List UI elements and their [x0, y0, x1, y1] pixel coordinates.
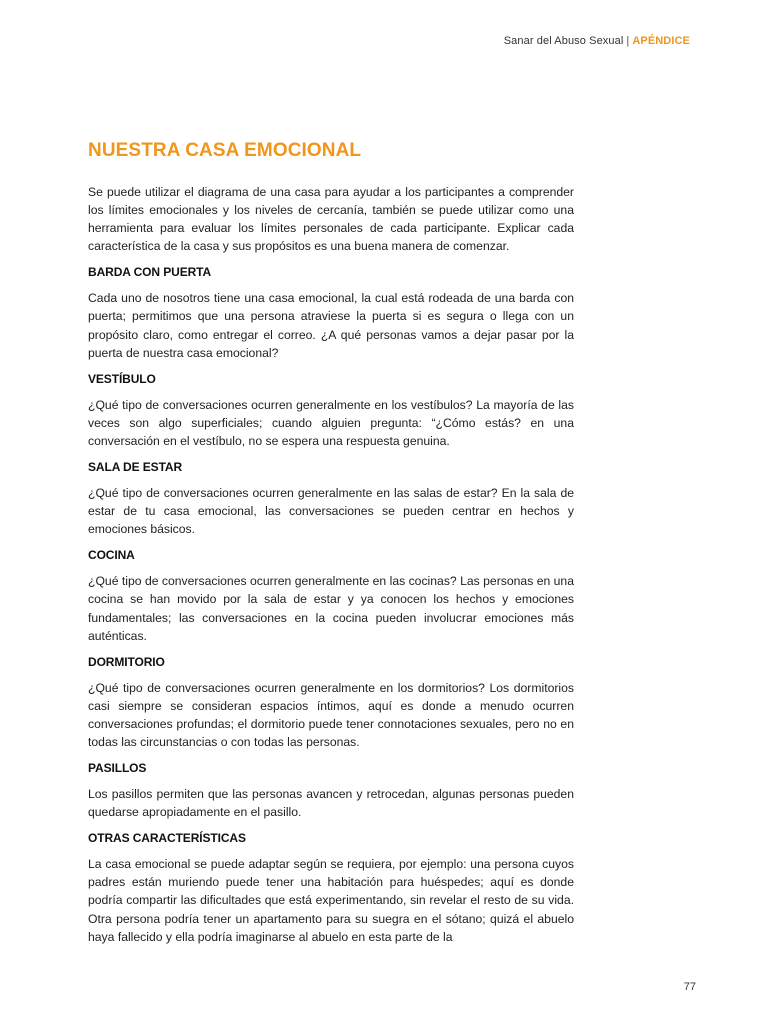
section-heading-vestibulo: VESTÍBULO	[88, 371, 156, 386]
section-body-barda: Cada uno de nosotros tiene una casa emocional, la cual está rodeada de una barda con puerta; permitimos que una persona atraviese la puerta si es segura o llega con un propósito claro, como entregar el correo. ¿A qué personas vamos a dejar pasar por la puerta de nuestra casa emocional?	[88, 291, 574, 360]
header-book-title: Sanar del Abuso Sexual	[503, 35, 624, 47]
section-heading-pasillos: PASILLOS	[88, 761, 147, 776]
section-heading-dormitorio: DORMITORIO	[88, 654, 165, 669]
section-heading-cocina: COCINA	[88, 548, 135, 563]
page-number: 77	[683, 981, 696, 993]
section-body-vestibulo: ¿Qué tipo de conversaciones ocurren generalmente en los vestíbulos? La mayoría de las veces son algo superficiales; cuando alguien pregunta: “¿Cómo estás? en una conversación en el vestíbulo, no se espera una respuesta genuina.	[88, 397, 574, 448]
running-header	[504, 35, 690, 47]
section-body-dormitorio: ¿Qué tipo de conversaciones ocurren generalmente en los dormitorios? Los dormitorios casi siempre se consideran espacios íntimos, aquí es donde a menudo ocurren conversaciones profundas; el dormitorio puede tener connotaciones sexuales, pero no en todas las circunstancias o con todas las personas.	[88, 680, 574, 749]
header-separator: |	[626, 35, 630, 47]
page-content	[88, 138, 574, 954]
page-title: NUESTRA CASA EMOCIONAL	[88, 140, 362, 161]
section-body-pasillos: Los pasillos permiten que las personas avancen y retrocedan, algunas personas pueden quedarse apropiadamente en el pasillo.	[88, 787, 574, 820]
section-heading-sala: SALA DE ESTAR	[88, 460, 183, 475]
header-section: APÉNDICE	[632, 35, 690, 47]
intro-paragraph: Se puede utilizar el diagrama de una casa para ayudar a los participantes a comprender los límites emocionales y los niveles de cercanía, también se puede utilizar como una herramienta para evaluar los límites personales de cada participante. Explicar cada característica de la casa y sus propósitos es una buena manera de comenzar.	[88, 185, 574, 254]
section-heading-barda: BARDA CON PUERTA	[88, 265, 212, 280]
section-body-sala: ¿Qué tipo de conversaciones ocurren generalmente en las salas de estar? En la sala de estar de tu casa emocional, las conversaciones se pueden centrar en hechos y emociones básicos.	[88, 486, 574, 537]
section-heading-otras: OTRAS CARACTERÍSTICAS	[88, 831, 246, 846]
section-body-cocina: ¿Qué tipo de conversaciones ocurren generalmente en las cocinas? Las personas en una cocina se han movido por la sala de estar y ya conocen los hechos y emociones fundamentales; las conversaciones en la cocina pueden involucrar emociones más auténticas.	[88, 574, 574, 643]
section-body-otras: La casa emocional se puede adaptar según se requiera, por ejemplo: una persona cuyos padres están muriendo puede tener una habitación para huéspedes; aquí es donde podría compartir las dificultades que está experimentando, sin revelar el resto de su vida. Otra persona podría tener un apartamento para su suegra en el sótano; quizá el abuelo haya fallecido y ella podría imaginarse al abuelo en esta parte de la	[88, 857, 574, 944]
